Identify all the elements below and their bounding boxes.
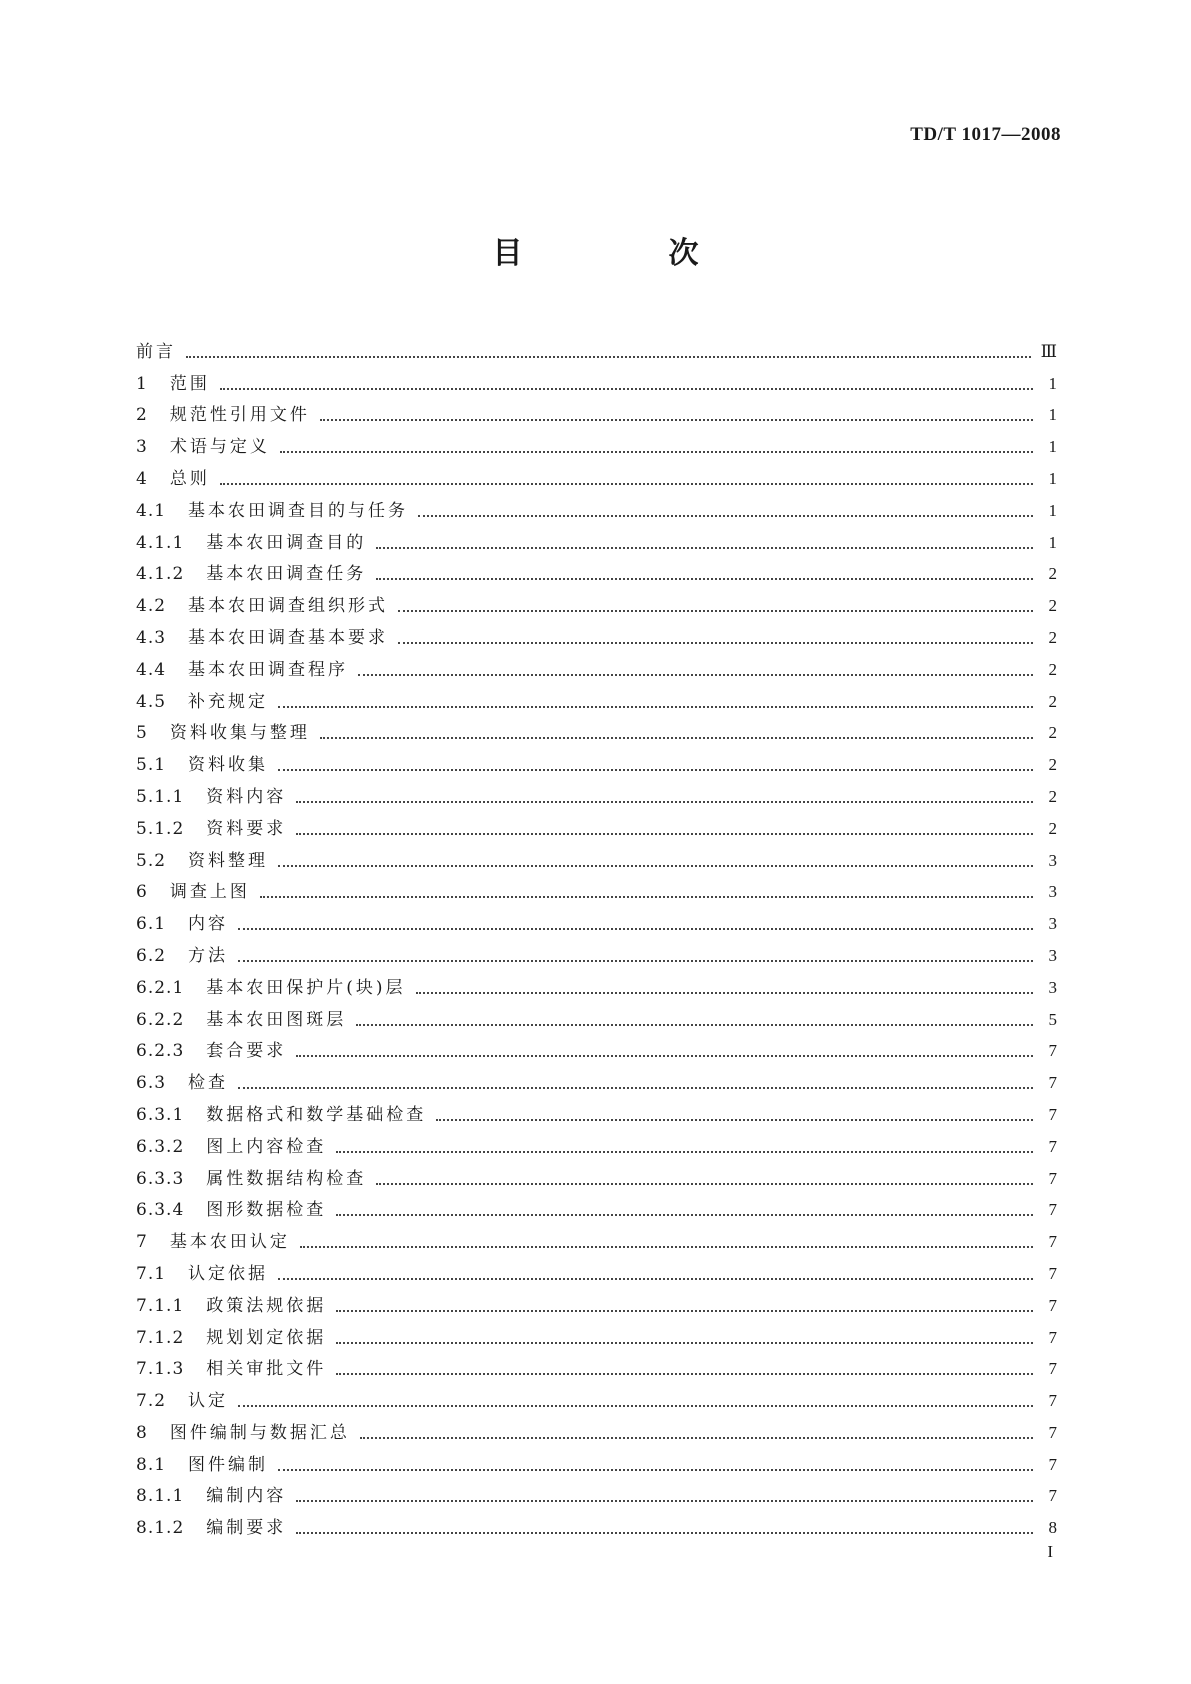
- toc-entry-page: 7: [1048, 1295, 1057, 1315]
- toc-dot-leader: [336, 1296, 1033, 1312]
- toc-entry-page: 2: [1048, 691, 1057, 711]
- toc-dot-leader: [296, 819, 1033, 835]
- toc-entry[interactable]: [136, 1220, 1057, 1252]
- toc-entry-page: 3: [1048, 914, 1057, 934]
- toc-entry-page: 7: [1048, 1200, 1057, 1220]
- toc-entry-number: 5.1: [136, 755, 167, 776]
- toc-entry-number: 6.2.2: [136, 1009, 185, 1030]
- toc-entry[interactable]: [136, 394, 1057, 426]
- toc-entry[interactable]: [136, 1411, 1057, 1443]
- toc-entry-title: 规范性引用文件: [169, 405, 310, 426]
- toc-entry-number: 7.2: [136, 1391, 167, 1412]
- toc-entry-title: 基本农田认定: [169, 1232, 290, 1253]
- table-of-contents: [136, 330, 1057, 1538]
- page-number: I: [1047, 1542, 1053, 1561]
- toc-entry[interactable]: [136, 712, 1057, 744]
- toc-entry[interactable]: [136, 1348, 1057, 1380]
- toc-entry[interactable]: [136, 1157, 1057, 1189]
- toc-entry-number: 4.1: [136, 500, 167, 521]
- toc-entry-page: 3: [1048, 850, 1057, 870]
- toc-entry-title: 图形数据检查: [206, 1200, 327, 1221]
- toc-dot-leader: [296, 1041, 1033, 1057]
- toc-entry-number: 7.1.3: [136, 1359, 185, 1380]
- toc-dot-leader: [278, 755, 1033, 771]
- toc-entry-number: 2: [136, 405, 148, 426]
- standard-code: TD/T 1017—2008: [910, 124, 1061, 145]
- toc-dot-leader: [186, 342, 1031, 358]
- toc-entry-page: 7: [1048, 1391, 1057, 1411]
- toc-entry-page: Ⅲ: [1040, 341, 1057, 361]
- toc-entry-title: 基本农田调查基本要求: [188, 627, 389, 648]
- toc-entry[interactable]: [136, 1093, 1057, 1125]
- toc-entry[interactable]: [136, 1030, 1057, 1062]
- toc-entry-number: 7.1.2: [136, 1327, 185, 1348]
- toc-dot-leader: [278, 1455, 1033, 1471]
- toc-entry-page: 7: [1048, 1327, 1057, 1347]
- toc-entry-title: 基本农田调查组织形式: [188, 596, 389, 617]
- toc-entry-page: 7: [1048, 1136, 1057, 1156]
- toc-entry-page: 2: [1048, 627, 1057, 647]
- toc-entry[interactable]: [136, 457, 1057, 489]
- toc-dot-leader: [358, 660, 1033, 676]
- toc-entry-number: 4.4: [136, 659, 167, 680]
- toc-entry-page: 7: [1048, 1359, 1057, 1379]
- toc-dot-leader: [336, 1200, 1033, 1216]
- toc-entry-title: 属性数据结构检查: [206, 1168, 367, 1189]
- toc-entry-title: 资料收集与整理: [169, 723, 310, 744]
- toc-entry[interactable]: [136, 584, 1057, 616]
- toc-entry-page: 2: [1048, 659, 1057, 679]
- toc-dot-leader: [398, 628, 1033, 644]
- toc-dot-leader: [336, 1359, 1033, 1375]
- toc-entry-page: 2: [1048, 596, 1057, 616]
- toc-entry-title: 基本农田调查目的与任务: [188, 500, 409, 521]
- toc-entry[interactable]: [136, 998, 1057, 1030]
- toc-entry[interactable]: [136, 1061, 1057, 1093]
- toc-entry-number: 5.1.1: [136, 786, 185, 807]
- toc-entry-page: 1: [1048, 500, 1057, 520]
- toc-entry-page: 7: [1048, 1168, 1057, 1188]
- toc-entry-number: 6: [136, 882, 148, 903]
- toc-entry-number: 8.1: [136, 1454, 167, 1475]
- toc-entry-number: 6.3.1: [136, 1104, 185, 1125]
- toc-entry-number: 6.3: [136, 1073, 167, 1094]
- toc-dot-leader: [376, 564, 1033, 580]
- toc-entry-title: 相关审批文件: [206, 1359, 327, 1380]
- toc-entry-number: 5.1.2: [136, 818, 185, 839]
- toc-entry-number: 6.3.3: [136, 1168, 185, 1189]
- toc-entry-number: 4.1.1: [136, 532, 185, 553]
- toc-dot-leader: [296, 787, 1033, 803]
- toc-entry-title: 规划划定依据: [206, 1327, 327, 1348]
- toc-dot-leader: [220, 469, 1033, 485]
- toc-entry-title: 方法: [188, 945, 229, 966]
- toc-entry-title: 基本农田保护片(块)层: [206, 977, 406, 998]
- toc-entry-number: 8.1.1: [136, 1486, 185, 1507]
- toc-dot-leader: [336, 1137, 1033, 1153]
- toc-entry-number: 6.3.2: [136, 1136, 185, 1157]
- toc-entry-title: 图件编制与数据汇总: [169, 1422, 350, 1443]
- toc-entry-title: 总则: [169, 468, 210, 489]
- toc-entry[interactable]: [136, 934, 1057, 966]
- toc-entry-page: 8: [1048, 1518, 1057, 1538]
- toc-entry[interactable]: [136, 743, 1057, 775]
- toc-entry-title: 认定依据: [188, 1263, 269, 1284]
- toc-entry[interactable]: [136, 330, 1057, 362]
- toc-entry[interactable]: [136, 1475, 1057, 1507]
- toc-dot-leader: [278, 851, 1033, 867]
- toc-entry-page: 2: [1048, 564, 1057, 584]
- toc-entry-title: 基本农田调查目的: [206, 532, 367, 553]
- toc-dot-leader: [220, 374, 1033, 390]
- toc-entry-page: 7: [1048, 1041, 1057, 1061]
- toc-entry-title: 数据格式和数学基础检查: [206, 1104, 427, 1125]
- toc-entry[interactable]: [136, 1125, 1057, 1157]
- toc-entry-title: 术语与定义: [169, 437, 270, 458]
- toc-entry-number: 6.1: [136, 914, 167, 935]
- toc-entry[interactable]: [136, 521, 1057, 553]
- toc-entry-page: 7: [1048, 1454, 1057, 1474]
- toc-entry-page: 1: [1048, 405, 1057, 425]
- toc-entry[interactable]: [136, 1379, 1057, 1411]
- toc-entry-title: 基本农田调查任务: [206, 564, 367, 585]
- toc-entry[interactable]: [136, 1506, 1057, 1538]
- toc-dot-leader: [376, 1169, 1033, 1185]
- toc-entry-title: 认定: [188, 1391, 229, 1412]
- toc-entry-number: 8.1.2: [136, 1518, 185, 1539]
- toc-dot-leader: [296, 1486, 1033, 1502]
- toc-dot-leader: [360, 1423, 1033, 1439]
- toc-entry[interactable]: [136, 362, 1057, 394]
- toc-entry[interactable]: [136, 902, 1057, 934]
- toc-entry-page: 7: [1048, 1104, 1057, 1124]
- toc-entry-page: 7: [1048, 1073, 1057, 1093]
- toc-entry-page: 2: [1048, 723, 1057, 743]
- toc-dot-leader: [336, 1328, 1033, 1344]
- toc-entry[interactable]: [136, 489, 1057, 521]
- toc-dot-leader: [300, 1232, 1033, 1248]
- toc-entry-number: 1: [136, 373, 148, 394]
- toc-entry[interactable]: [136, 1284, 1057, 1316]
- toc-entry-number: 4.1.2: [136, 564, 185, 585]
- toc-entry-title: 内容: [188, 914, 229, 935]
- toc-entry[interactable]: [136, 648, 1057, 680]
- toc-dot-leader: [320, 723, 1033, 739]
- toc-entry-page: 2: [1048, 755, 1057, 775]
- toc-entry-number: 6.2.1: [136, 977, 185, 998]
- toc-dot-leader: [320, 405, 1033, 421]
- toc-entry-page: 2: [1048, 786, 1057, 806]
- toc-entry-number: 7.1.1: [136, 1295, 185, 1316]
- toc-dot-leader: [418, 501, 1033, 517]
- toc-entry-title: 范围: [169, 373, 210, 394]
- toc-entry[interactable]: [136, 1189, 1057, 1221]
- toc-entry-number: 4: [136, 468, 148, 489]
- toc-dot-leader: [278, 692, 1033, 708]
- toc-entry[interactable]: [136, 553, 1057, 585]
- page-title: 目 次: [492, 236, 757, 271]
- toc-entry[interactable]: [136, 775, 1057, 807]
- toc-entry-title: 编制要求: [206, 1518, 287, 1539]
- toc-entry-number: 4.2: [136, 596, 167, 617]
- toc-dot-leader: [238, 1391, 1033, 1407]
- toc-entry-page: 3: [1048, 977, 1057, 997]
- toc-entry-title: 基本农田调查程序: [188, 659, 349, 680]
- toc-entry-title: 资料收集: [188, 755, 269, 776]
- toc-dot-leader: [238, 946, 1033, 962]
- toc-entry-number: 7.1: [136, 1263, 167, 1284]
- toc-entry-number: 6.2.3: [136, 1041, 185, 1062]
- toc-dot-leader: [376, 533, 1033, 549]
- toc-dot-leader: [280, 437, 1033, 453]
- toc-entry-number: 5: [136, 723, 148, 744]
- toc-dot-leader: [398, 596, 1033, 612]
- toc-entry-title: 基本农田图斑层: [206, 1009, 347, 1030]
- toc-entry-page: 7: [1048, 1422, 1057, 1442]
- toc-entry-page: 3: [1048, 882, 1057, 902]
- toc-entry[interactable]: [136, 966, 1057, 998]
- toc-entry[interactable]: [136, 1252, 1057, 1284]
- toc-entry-page: 7: [1048, 1232, 1057, 1252]
- toc-entry-title: 调查上图: [169, 882, 250, 903]
- toc-entry-page: 1: [1048, 437, 1057, 457]
- toc-dot-leader: [296, 1518, 1033, 1534]
- toc-entry-title: 政策法规依据: [206, 1295, 327, 1316]
- toc-entry-page: 3: [1048, 945, 1057, 965]
- toc-entry[interactable]: [136, 839, 1057, 871]
- toc-dot-leader: [238, 914, 1033, 930]
- toc-entry[interactable]: [136, 680, 1057, 712]
- toc-entry-number: 6.2: [136, 945, 167, 966]
- toc-entry-number: 3: [136, 437, 148, 458]
- toc-entry-title: 资料内容: [206, 786, 287, 807]
- toc-dot-leader: [356, 1010, 1033, 1026]
- toc-dot-leader: [416, 978, 1033, 994]
- toc-entry-number: 4.5: [136, 691, 167, 712]
- toc-dot-leader: [238, 1073, 1033, 1089]
- toc-entry-number: 6.3.4: [136, 1200, 185, 1221]
- toc-entry-page: 1: [1048, 532, 1057, 552]
- toc-entry-title: 图件编制: [188, 1454, 269, 1475]
- toc-entry-title: 资料要求: [206, 818, 287, 839]
- toc-entry[interactable]: [136, 1443, 1057, 1475]
- toc-dot-leader: [436, 1105, 1033, 1121]
- toc-entry-number: 4.3: [136, 627, 167, 648]
- toc-entry-title: 前言: [136, 341, 176, 362]
- toc-entry-title: 图上内容检查: [206, 1136, 327, 1157]
- toc-entry-page: 1: [1048, 373, 1057, 393]
- toc-entry-title: 补充规定: [188, 691, 269, 712]
- toc-entry[interactable]: [136, 807, 1057, 839]
- toc-entry[interactable]: [136, 871, 1057, 903]
- toc-entry-title: 资料整理: [188, 850, 269, 871]
- toc-entry-title: 编制内容: [206, 1486, 287, 1507]
- toc-entry[interactable]: [136, 425, 1057, 457]
- toc-entry[interactable]: [136, 616, 1057, 648]
- toc-entry[interactable]: [136, 1316, 1057, 1348]
- toc-entry-number: 5.2: [136, 850, 167, 871]
- toc-entry-title: 套合要求: [206, 1041, 287, 1062]
- toc-entry-page: 5: [1048, 1009, 1057, 1029]
- toc-entry-page: 7: [1048, 1263, 1057, 1283]
- toc-entry-title: 检查: [188, 1073, 229, 1094]
- toc-entry-number: 8: [136, 1422, 148, 1443]
- toc-entry-number: 7: [136, 1232, 148, 1253]
- toc-entry-page: 2: [1048, 818, 1057, 838]
- toc-dot-leader: [260, 882, 1033, 898]
- toc-dot-leader: [278, 1264, 1033, 1280]
- toc-entry-page: 7: [1048, 1486, 1057, 1506]
- toc-entry-page: 1: [1048, 468, 1057, 488]
